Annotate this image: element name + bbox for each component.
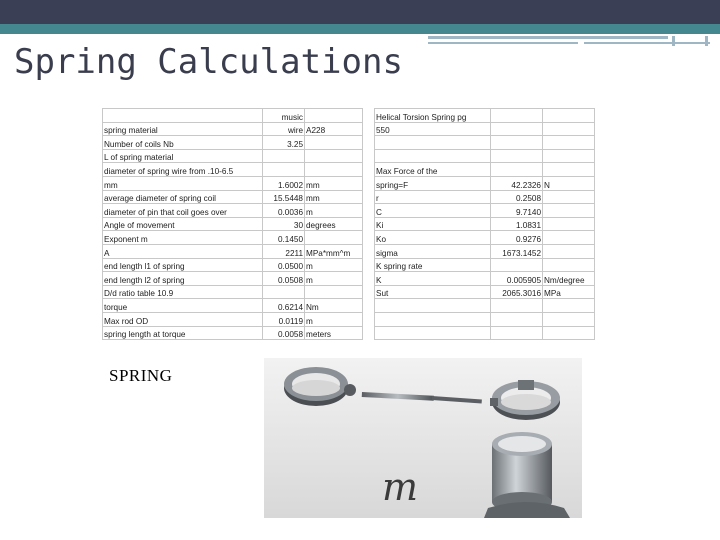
sheet-cell: [103, 109, 263, 123]
sheet-cell: [543, 299, 595, 313]
sheet-cell: [363, 217, 375, 231]
sheet-cell: diameter of pin that coil goes over: [103, 204, 263, 218]
header-stripe: [0, 24, 720, 34]
sheet-cell: [363, 176, 375, 190]
sheet-cell: Max Force of the: [375, 163, 491, 177]
sheet-cell: end length l2 of spring: [103, 272, 263, 286]
sheet-cell: [543, 258, 595, 272]
decor-line: [584, 42, 710, 44]
sheet-cell: Exponent m: [103, 231, 263, 245]
sheet-cell: 9.7140: [491, 204, 543, 218]
sheet-cell: 0.0508: [263, 272, 305, 286]
sheet-cell: 0.9276: [491, 231, 543, 245]
cylinder-sleeve: [492, 432, 552, 512]
sheet-cell: spring=F: [375, 176, 491, 190]
sheet-cell: 550: [375, 122, 491, 136]
sheet-cell: D/d ratio table 10.9: [103, 285, 263, 299]
sheet-cell: [375, 149, 491, 163]
sheet-row: [103, 217, 595, 231]
sheet-cell: [305, 231, 363, 245]
sheet-cell: [363, 326, 375, 340]
sheet-cell: [363, 231, 375, 245]
sheet-cell: [543, 204, 595, 218]
sheet-cell: C: [375, 204, 491, 218]
sheet-cell: K: [375, 272, 491, 286]
sheet-cell: [263, 285, 305, 299]
sheet-cell: [491, 312, 543, 326]
spring-caption: SPRING: [109, 366, 173, 385]
calculation-spreadsheet: [102, 108, 595, 340]
sheet-cell: [363, 299, 375, 313]
sheet-cell: [363, 244, 375, 258]
decor-tick: [705, 36, 708, 46]
sheet-cell: 2065.3016: [491, 285, 543, 299]
sheet-cell: [491, 136, 543, 150]
sheet-cell: [363, 258, 375, 272]
sheet-cell: spring length at torque: [103, 326, 263, 340]
sheet-cell: 0.0058: [263, 326, 305, 340]
decor-tick: [672, 36, 675, 46]
sheet-cell: m: [305, 204, 363, 218]
sheet-cell: mm: [305, 176, 363, 190]
sheet-cell: [543, 326, 595, 340]
sheet-cell: [363, 190, 375, 204]
sheet-cell: 2211: [263, 244, 305, 258]
sheet-cell: [363, 122, 375, 136]
sheet-cell: [491, 109, 543, 123]
sheet-cell: 0.0036: [263, 204, 305, 218]
sheet-cell: Sut: [375, 285, 491, 299]
sheet-row: [103, 244, 595, 258]
sheet-cell: [305, 136, 363, 150]
sheet-row: [103, 326, 595, 340]
sheet-cell: MPa: [543, 285, 595, 299]
sheet-cell: 3.25: [263, 136, 305, 150]
sheet-cell: [543, 217, 595, 231]
sheet-cell: [543, 190, 595, 204]
sheet-row: [103, 163, 595, 177]
sheet-cell: [263, 149, 305, 163]
sheet-cell: 0.1450: [263, 231, 305, 245]
sheet-cell: average diameter of spring coil: [103, 190, 263, 204]
sheet-cell: [363, 109, 375, 123]
sheet-cell: torque: [103, 299, 263, 313]
sheet-cell: Angle of movement: [103, 217, 263, 231]
sheet-cell: [305, 149, 363, 163]
sheet-cell: diameter of spring wire from .10-6.5: [103, 163, 263, 177]
sheet-cell: 1.6002: [263, 176, 305, 190]
sheet-cell: degrees: [305, 217, 363, 231]
sheet-row: [103, 109, 595, 123]
sheet-cell: A228: [305, 122, 363, 136]
sheet-cell: [263, 163, 305, 177]
sheet-row: [103, 176, 595, 190]
sheet-cell: [491, 122, 543, 136]
sheet-cell: spring material: [103, 122, 263, 136]
decor-line: [428, 36, 668, 39]
sheet-cell: sigma: [375, 244, 491, 258]
sheet-cell: 0.2508: [491, 190, 543, 204]
sheet-row: [103, 190, 595, 204]
sheet-cell: [363, 285, 375, 299]
sheet-cell: A: [103, 244, 263, 258]
sheet-cell: Max rod OD: [103, 312, 263, 326]
sheet-cell: [491, 163, 543, 177]
sheet-cell: [305, 163, 363, 177]
spring-assembly-photo: [264, 358, 582, 518]
sheet-cell: K spring rate: [375, 258, 491, 272]
decor-line: [428, 42, 578, 44]
sheet-cell: MPa*mm^m: [305, 244, 363, 258]
sheet-cell: Nm/degree: [543, 272, 595, 286]
sheet-cell: [375, 299, 491, 313]
sheet-cell: Number of coils Nb: [103, 136, 263, 150]
sheet-row: [103, 231, 595, 245]
sheet-row: [103, 258, 595, 272]
sheet-cell: [543, 109, 595, 123]
sheet-row: [103, 285, 595, 299]
sheet-cell: [491, 149, 543, 163]
sheet-cell: 1673.1452: [491, 244, 543, 258]
sheet-cell: music: [263, 109, 305, 123]
sheet-row: [103, 149, 595, 163]
sheet-cell: [375, 312, 491, 326]
sheet-cell: 15.5448: [263, 190, 305, 204]
sheet-cell: 0.0119: [263, 312, 305, 326]
sheet-cell: m: [305, 258, 363, 272]
sheet-cell: [543, 312, 595, 326]
sheet-row: [103, 299, 595, 313]
sheet-cell: Helical Torsion Spring pg: [375, 109, 491, 123]
sheet-cell: [491, 258, 543, 272]
sheet-row: [103, 122, 595, 136]
sheet-cell: [543, 231, 595, 245]
sheet-cell: mm: [305, 190, 363, 204]
sheet-cell: Nm: [305, 299, 363, 313]
sheet-cell: [375, 326, 491, 340]
sheet-row: [103, 136, 595, 150]
sheet-cell: [305, 285, 363, 299]
sheet-cell: mm: [103, 176, 263, 190]
header-bar: [0, 0, 720, 24]
sheet-cell: [543, 136, 595, 150]
sheet-cell: [543, 163, 595, 177]
sheet-cell: [491, 326, 543, 340]
sheet-cell: wire: [263, 122, 305, 136]
sheet-cell: [363, 136, 375, 150]
sheet-cell: [305, 109, 363, 123]
sheet-cell: r: [375, 190, 491, 204]
sheet-cell: end length l1 of spring: [103, 258, 263, 272]
sheet-row: [103, 312, 595, 326]
sheet-cell: [491, 299, 543, 313]
sheet-cell: [363, 312, 375, 326]
sheet-cell: [543, 244, 595, 258]
sheet-cell: 0.0500: [263, 258, 305, 272]
sheet-row: [103, 204, 595, 218]
sheet-cell: m: [305, 312, 363, 326]
sheet-cell: meters: [305, 326, 363, 340]
sheet-cell: m: [305, 272, 363, 286]
sheet-cell: L of spring material: [103, 149, 263, 163]
sheet-cell: Ko: [375, 231, 491, 245]
handwritten-m: m: [382, 465, 419, 509]
sheet-cell: [543, 149, 595, 163]
sheet-cell: [363, 163, 375, 177]
sheet-cell: 30: [263, 217, 305, 231]
sheet-cell: 0.6214: [263, 299, 305, 313]
sheet-cell: [363, 149, 375, 163]
sheet-row: [103, 272, 595, 286]
sheet-cell: Ki: [375, 217, 491, 231]
sheet-cell: 42.2326: [491, 176, 543, 190]
sheet-cell: N: [543, 176, 595, 190]
sheet-cell: 1.0831: [491, 217, 543, 231]
sheet-cell: [363, 272, 375, 286]
sheet-cell: [363, 204, 375, 218]
slide-title: Spring Calculations: [14, 42, 403, 82]
sheet-cell: 0.005905: [491, 272, 543, 286]
sheet-cell: [375, 136, 491, 150]
sheet-cell: [543, 122, 595, 136]
